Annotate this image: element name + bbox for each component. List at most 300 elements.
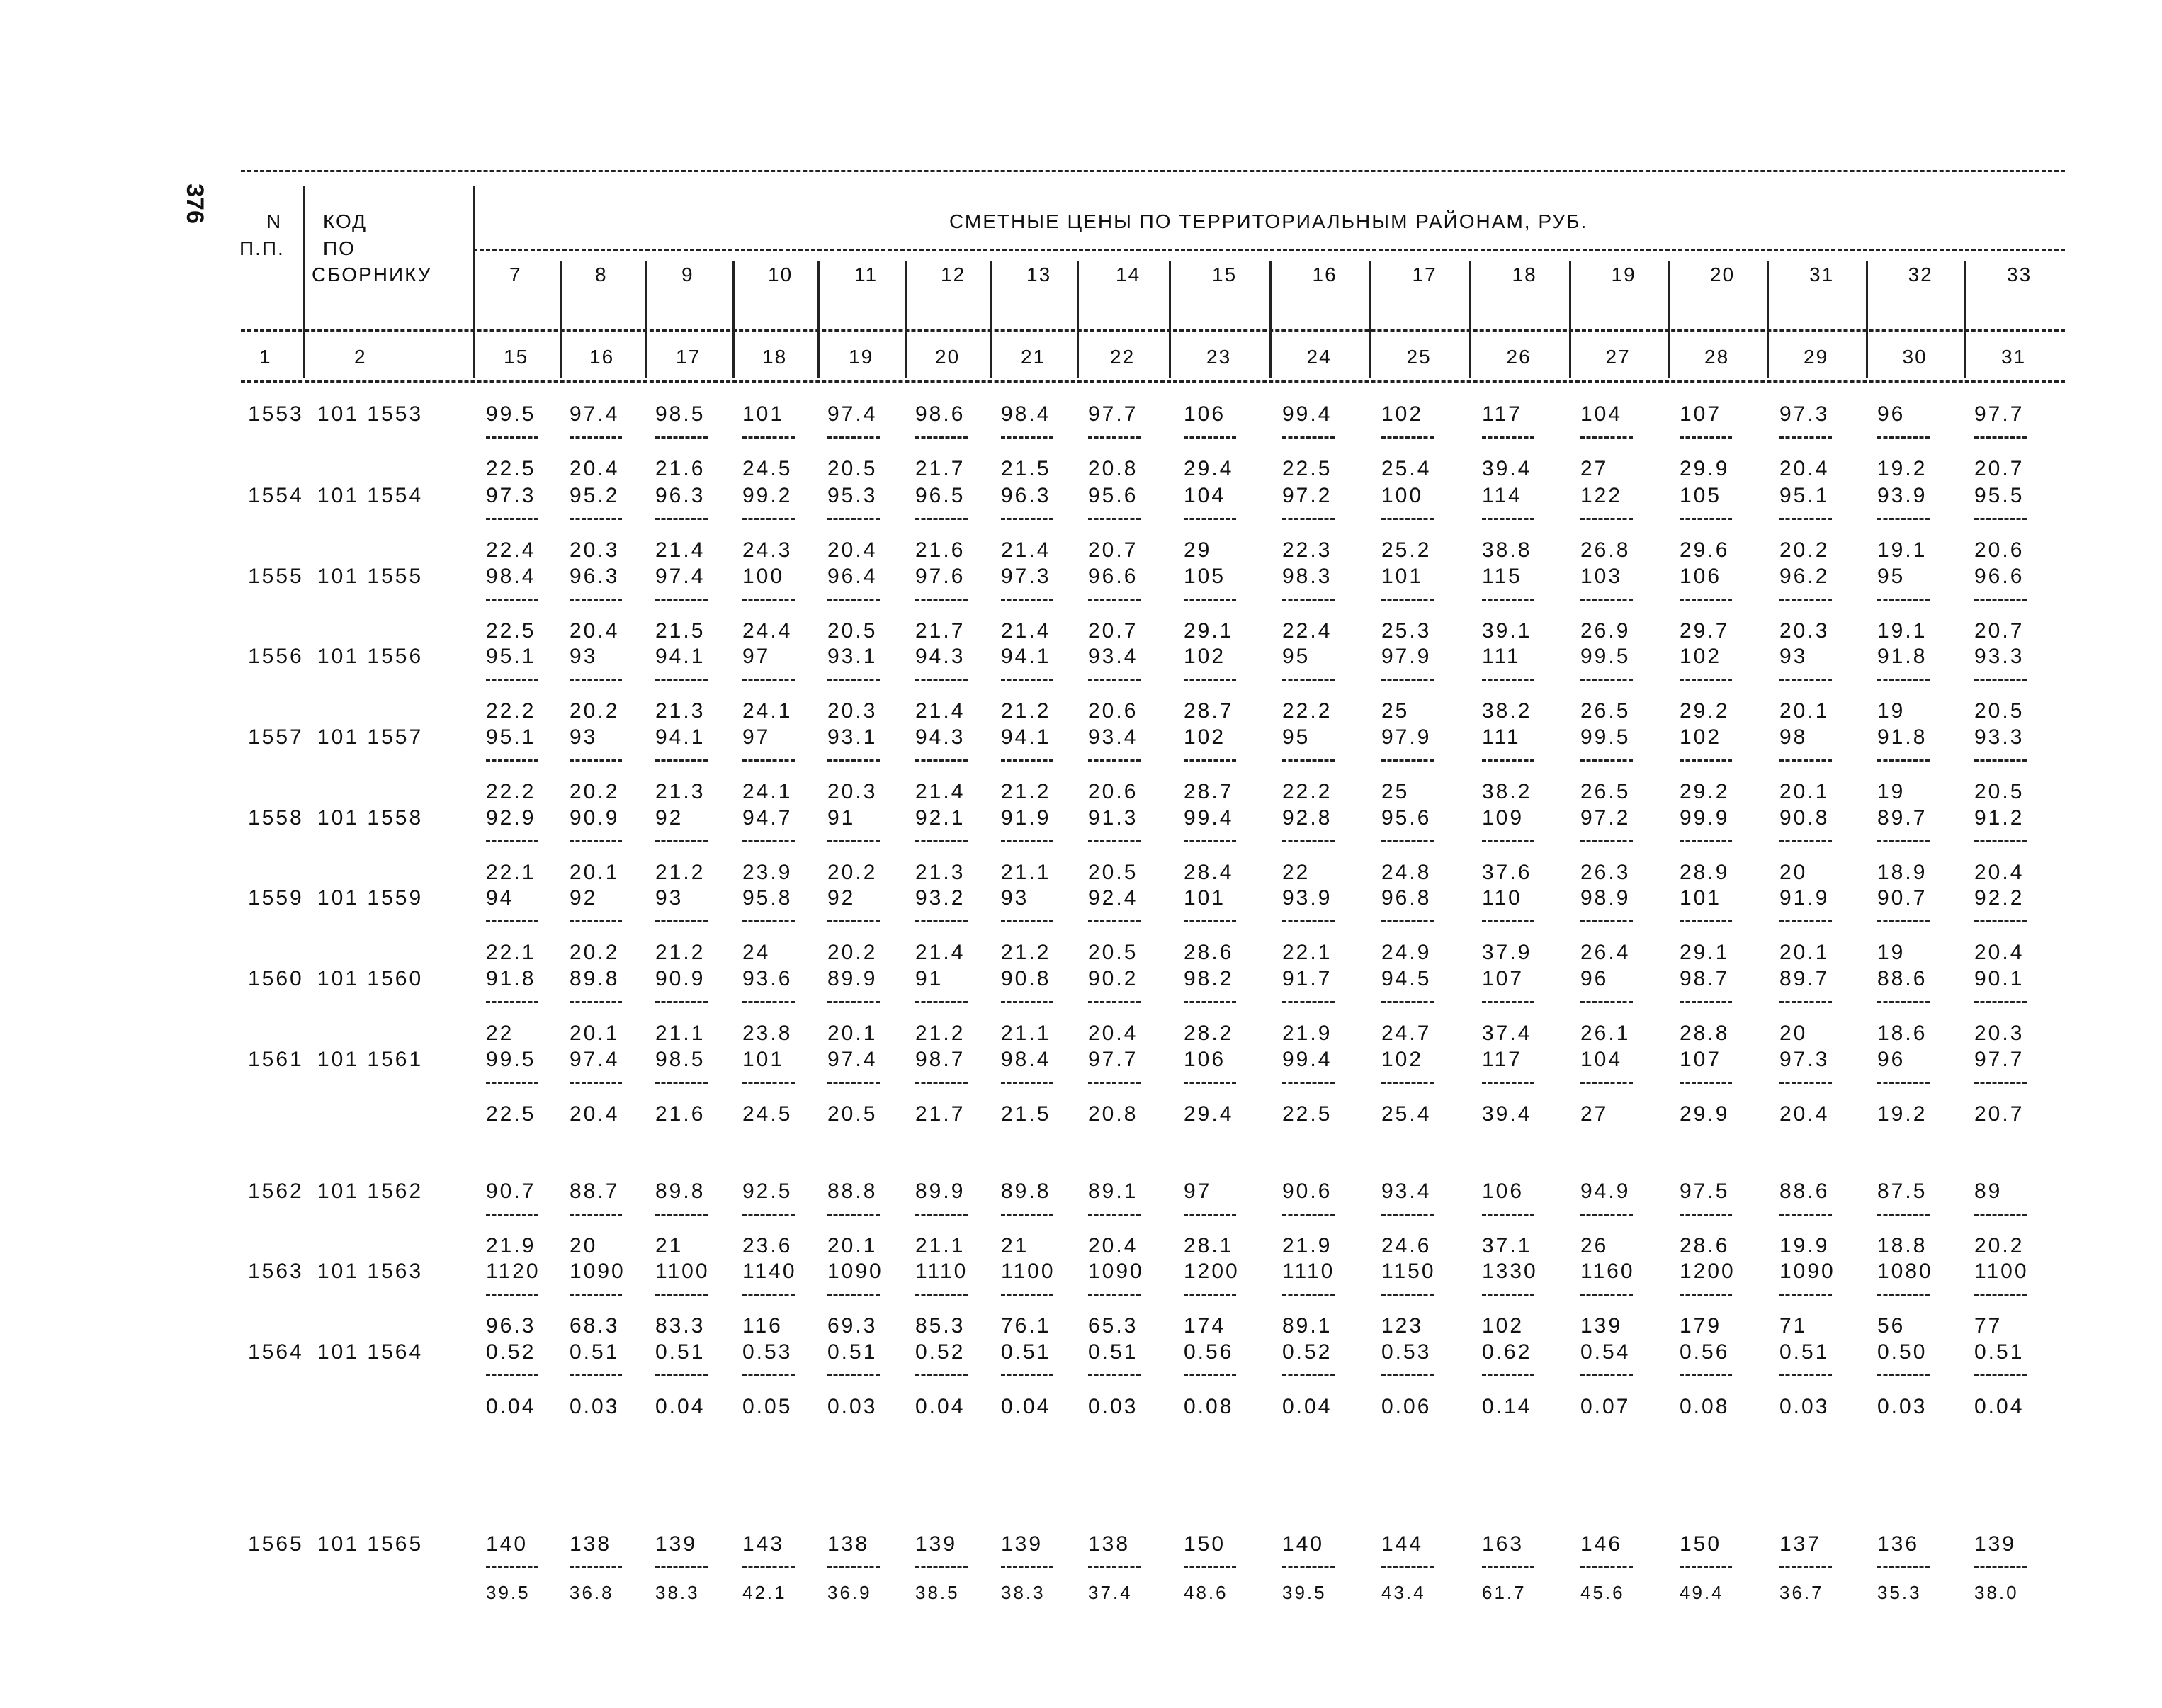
price-value: 0.51 <box>570 1340 620 1364</box>
price-value: 92.8 <box>1282 806 1332 830</box>
price-value-sub: 174 <box>1184 1314 1226 1337</box>
price-value: 93.6 <box>742 967 793 990</box>
price-value-sub: 26.5 <box>1580 780 1631 803</box>
district-number: 15 <box>1212 264 1238 285</box>
price-value: 102 <box>1680 725 1722 749</box>
price-value: 0.53 <box>1381 1340 1432 1364</box>
price-value-sub: 22.3 <box>1282 538 1332 562</box>
price-value-sub: 20.4 <box>570 1102 620 1126</box>
fraction-line <box>486 599 538 601</box>
price-value: 0.53 <box>742 1340 793 1364</box>
header-sbornik: СБОРНИКУ <box>312 264 432 285</box>
fraction-line <box>1877 1001 1930 1003</box>
price-value: 102 <box>1184 725 1226 749</box>
fraction-line <box>742 599 795 601</box>
price-value: 97.7 <box>1974 1048 2025 1071</box>
fraction-line <box>1580 1082 1633 1084</box>
price-value-sub: 18.8 <box>1877 1234 1928 1257</box>
fraction-line <box>1001 518 1053 520</box>
fraction-line <box>1381 436 1434 439</box>
price-value: 97.4 <box>570 1048 620 1071</box>
price-value-sub: 25 <box>1381 780 1410 803</box>
page-number: 376 <box>181 183 208 224</box>
fraction-line <box>1088 436 1141 439</box>
fraction-line <box>486 840 538 842</box>
price-value: 94.5 <box>1381 967 1432 990</box>
fraction-line <box>742 840 795 842</box>
row-number: 1554 <box>248 484 304 507</box>
district-index: 18 <box>762 346 788 368</box>
price-value: 91.8 <box>1877 725 1928 749</box>
price-value-sub: 83.3 <box>655 1314 706 1337</box>
price-value-sub: 21.5 <box>1001 1102 1051 1126</box>
fraction-line <box>1877 759 1930 762</box>
price-value: 139 <box>915 1532 958 1556</box>
price-value: 1150 <box>1381 1260 1436 1283</box>
price-value: 139 <box>655 1532 698 1556</box>
fraction-line <box>1184 518 1236 520</box>
price-value: 110 <box>1482 886 1522 910</box>
district-index: 17 <box>676 346 701 368</box>
price-value-sub: 20.7 <box>1974 1102 2025 1126</box>
fraction-line <box>486 1082 538 1084</box>
price-value: 103 <box>1580 565 1623 588</box>
price-value-sub: 19.2 <box>1877 457 1928 480</box>
fraction-line <box>655 1294 708 1296</box>
fraction-line <box>1482 679 1534 681</box>
price-value: 98.5 <box>655 402 706 426</box>
price-value-sub: 0.04 <box>1001 1395 1051 1418</box>
fraction-line <box>1184 436 1236 439</box>
fraction-line <box>1001 679 1053 681</box>
price-value: 0.51 <box>655 1340 706 1364</box>
price-value: 1200 <box>1184 1260 1240 1283</box>
fraction-line <box>570 920 622 922</box>
price-value-sub: 20.3 <box>1974 1022 2025 1045</box>
fraction-line <box>1184 1001 1236 1003</box>
price-value: 136 <box>1877 1532 1920 1556</box>
price-value-sub: 0.03 <box>1779 1395 1830 1418</box>
price-value-sub: 23.8 <box>742 1022 793 1045</box>
fraction-line <box>827 518 880 520</box>
price-value: 97.2 <box>1580 806 1631 830</box>
row-number: 1559 <box>248 886 304 910</box>
price-value: 99.2 <box>742 484 793 507</box>
price-value: 90.9 <box>570 806 620 830</box>
price-value-sub: 21.7 <box>915 457 966 480</box>
price-value-sub: 24.5 <box>742 1102 793 1126</box>
price-value-sub: 19 <box>1877 941 1906 964</box>
price-value: 99.4 <box>1282 1048 1332 1071</box>
price-value: 92 <box>570 886 598 910</box>
fraction-line <box>827 1374 880 1376</box>
price-value-sub: 20.4 <box>1779 1102 1830 1126</box>
price-value: 87.5 <box>1877 1180 1928 1203</box>
fraction-line <box>1381 1566 1434 1568</box>
price-value: 1200 <box>1680 1260 1736 1283</box>
price-value-sub: 21.6 <box>655 1102 706 1126</box>
price-value: 93 <box>570 725 598 749</box>
header-pp: П.П. <box>239 237 285 259</box>
fraction-line <box>486 436 538 439</box>
price-value-sub: 20.7 <box>1088 619 1138 643</box>
price-value: 93 <box>1779 645 1808 668</box>
price-value: 99.9 <box>1680 806 1730 830</box>
price-value: 105 <box>1680 484 1722 507</box>
row-code: 101 1558 <box>317 806 424 830</box>
price-value: 104 <box>1580 1048 1623 1071</box>
price-value-sub: 43.4 <box>1381 1582 1426 1603</box>
price-value-sub: 38.2 <box>1482 780 1532 803</box>
price-value-sub: 21.1 <box>1001 1022 1051 1045</box>
fraction-line <box>742 1294 795 1296</box>
fraction-line <box>1482 1001 1534 1003</box>
price-value-sub: 38.0 <box>1974 1582 2019 1603</box>
fraction-line <box>915 436 968 439</box>
fraction-line <box>1184 599 1236 601</box>
price-value: 1090 <box>1779 1260 1835 1283</box>
district-index: 20 <box>935 346 961 368</box>
price-value: 98.5 <box>655 1048 706 1071</box>
price-value: 146 <box>1580 1532 1623 1556</box>
price-value: 98.9 <box>1580 886 1631 910</box>
price-value-sub: 26.3 <box>1580 861 1631 884</box>
price-value: 96.3 <box>1001 484 1051 507</box>
price-value-sub: 20 <box>1779 861 1808 884</box>
price-value: 93.4 <box>1088 645 1138 668</box>
fraction-line <box>1381 518 1434 520</box>
price-value: 0.50 <box>1877 1340 1928 1364</box>
district-number: 16 <box>1312 264 1337 285</box>
fraction-line <box>1482 436 1534 439</box>
fraction-line <box>742 679 795 681</box>
price-value-sub: 21.4 <box>1001 538 1051 562</box>
fraction-line <box>1779 1294 1832 1296</box>
price-value: 97.6 <box>915 565 966 588</box>
price-value: 97.3 <box>1779 1048 1830 1071</box>
price-value-sub: 20.1 <box>827 1234 878 1257</box>
price-value: 89.8 <box>1001 1180 1051 1203</box>
price-value: 0.56 <box>1680 1340 1730 1364</box>
row-code: 101 1555 <box>317 565 424 588</box>
price-value-sub: 45.6 <box>1580 1582 1625 1603</box>
fraction-line <box>1779 599 1832 601</box>
fraction-line <box>1779 840 1832 842</box>
price-value: 0.51 <box>1974 1340 2025 1364</box>
price-value-sub: 21.2 <box>915 1022 966 1045</box>
price-value: 91.8 <box>1877 645 1928 668</box>
price-value-sub: 29.1 <box>1184 619 1234 643</box>
price-value: 104 <box>1184 484 1226 507</box>
fraction-line <box>655 436 708 439</box>
price-value: 106 <box>1482 1180 1524 1203</box>
price-value-sub: 36.7 <box>1779 1582 1824 1603</box>
price-value: 138 <box>570 1532 612 1556</box>
district-index: 29 <box>1804 346 1829 368</box>
price-value-sub: 22.2 <box>1282 699 1332 723</box>
price-value: 99.4 <box>1282 402 1332 426</box>
price-value-sub: 28.6 <box>1184 941 1234 964</box>
price-value: 97.3 <box>486 484 536 507</box>
fraction-line <box>915 759 968 762</box>
price-value: 99.5 <box>1580 725 1631 749</box>
price-value: 106 <box>1184 1048 1226 1071</box>
fraction-line <box>915 1082 968 1084</box>
price-value: 144 <box>1381 1532 1424 1556</box>
fraction-line <box>1381 1001 1434 1003</box>
district-separator <box>1964 261 1966 378</box>
fraction-line <box>1779 1214 1832 1216</box>
price-value-sub: 37.1 <box>1482 1234 1532 1257</box>
price-value-sub: 20.2 <box>570 699 620 723</box>
price-value-sub: 0.04 <box>915 1395 966 1418</box>
fraction-line <box>570 679 622 681</box>
fraction-line <box>655 1001 708 1003</box>
fraction-line <box>1184 840 1236 842</box>
price-value-sub: 20.5 <box>1088 861 1138 884</box>
price-value-sub: 38.3 <box>1001 1582 1046 1603</box>
price-value: 97 <box>742 725 771 749</box>
fraction-line <box>570 1214 622 1216</box>
price-value: 115 <box>1482 565 1522 588</box>
price-value-sub: 0.04 <box>486 1395 536 1418</box>
price-value: 117 <box>1482 1048 1522 1071</box>
price-value: 102 <box>1184 645 1226 668</box>
fraction-line <box>1482 1214 1534 1216</box>
fraction-line <box>1184 679 1236 681</box>
price-value: 94 <box>486 886 514 910</box>
district-number: 20 <box>1710 264 1736 285</box>
price-value: 95.5 <box>1974 484 2025 507</box>
header-mid-rule <box>241 329 2065 332</box>
price-value-sub: 29.9 <box>1680 1102 1730 1126</box>
price-value: 93.2 <box>915 886 966 910</box>
price-value: 88.6 <box>1779 1180 1830 1203</box>
price-value-sub: 19.1 <box>1877 538 1928 562</box>
fraction-line <box>1482 599 1534 601</box>
price-value-sub: 22.1 <box>486 861 536 884</box>
price-value-sub: 20.7 <box>1974 457 2025 480</box>
price-value-sub: 20.7 <box>1088 538 1138 562</box>
header-po: ПО <box>323 237 356 259</box>
price-value: 97.4 <box>827 1048 878 1071</box>
fraction-line <box>1282 518 1335 520</box>
price-value: 107 <box>1482 967 1524 990</box>
price-value-sub: 39.4 <box>1482 1102 1532 1126</box>
fraction-line <box>827 920 880 922</box>
price-value: 95.6 <box>1381 806 1432 830</box>
district-number: 17 <box>1412 264 1437 285</box>
fraction-line <box>1184 920 1236 922</box>
price-value-sub: 22.2 <box>1282 780 1332 803</box>
district-separator <box>1569 261 1571 378</box>
price-value: 140 <box>486 1532 528 1556</box>
price-value-sub: 24.1 <box>742 699 793 723</box>
district-number: 11 <box>854 264 878 285</box>
row-code: 101 1562 <box>317 1180 424 1203</box>
fraction-line <box>1974 518 2027 520</box>
price-value: 101 <box>742 402 785 426</box>
header-top-rule <box>241 170 2065 172</box>
price-value-sub: 21.2 <box>655 941 706 964</box>
price-value-sub: 28.6 <box>1680 1234 1730 1257</box>
fraction-line <box>1680 1374 1732 1376</box>
price-value-sub: 22.1 <box>486 941 536 964</box>
price-value-sub: 21.5 <box>655 619 706 643</box>
price-value: 94.1 <box>655 645 706 668</box>
price-value: 96 <box>1877 1048 1906 1071</box>
price-value-sub: 89.1 <box>1282 1314 1332 1337</box>
fraction-line <box>486 1294 538 1296</box>
price-value-sub: 20.5 <box>827 1102 878 1126</box>
fraction-line <box>1680 599 1732 601</box>
district-separator <box>645 261 647 378</box>
fraction-line <box>1088 840 1141 842</box>
fraction-line <box>1282 1294 1335 1296</box>
price-value: 97.3 <box>1779 402 1830 426</box>
fraction-line <box>1580 679 1633 681</box>
price-value-sub: 0.14 <box>1482 1395 1532 1418</box>
price-value: 93 <box>655 886 684 910</box>
price-value: 1140 <box>742 1260 797 1283</box>
price-value-sub: 26 <box>1580 1234 1609 1257</box>
price-value-sub: 20.3 <box>1779 619 1830 643</box>
row-number: 1560 <box>248 967 304 990</box>
fraction-line <box>1580 436 1633 439</box>
fraction-line <box>1282 1082 1335 1084</box>
price-value-sub: 25.4 <box>1381 1102 1432 1126</box>
fraction-line <box>1482 518 1534 520</box>
fraction-line <box>1282 1001 1335 1003</box>
district-number: 13 <box>1026 264 1052 285</box>
price-value-sub: 20.5 <box>1974 699 2025 723</box>
fraction-line <box>1088 1082 1141 1084</box>
row-number: 1557 <box>248 725 304 749</box>
price-value: 150 <box>1184 1532 1226 1556</box>
price-value: 91.7 <box>1282 967 1332 990</box>
fraction-line <box>1580 840 1633 842</box>
price-value-sub: 24.8 <box>1381 861 1432 884</box>
fraction-line <box>1680 920 1732 922</box>
row-number: 1556 <box>248 645 304 668</box>
price-value: 1330 <box>1482 1260 1538 1283</box>
fraction-line <box>570 759 622 762</box>
price-value-sub: 38.3 <box>655 1582 700 1603</box>
price-value: 102 <box>1680 645 1722 668</box>
fraction-line <box>827 1082 880 1084</box>
fraction-line <box>1779 759 1832 762</box>
fraction-line <box>486 920 538 922</box>
price-value-sub: 68.3 <box>570 1314 620 1337</box>
fraction-line <box>570 1294 622 1296</box>
fraction-line <box>1001 599 1053 601</box>
fraction-line <box>655 599 708 601</box>
district-separator <box>732 261 735 378</box>
price-value: 92.5 <box>742 1180 793 1203</box>
price-value: 1160 <box>1580 1260 1635 1283</box>
fraction-line <box>827 1566 880 1568</box>
price-value: 93.3 <box>1974 645 2025 668</box>
price-value-sub: 0.04 <box>655 1395 706 1418</box>
district-index: 15 <box>504 346 529 368</box>
district-number: 8 <box>595 264 608 285</box>
fraction-line <box>486 1566 538 1568</box>
fraction-line <box>827 679 880 681</box>
fraction-line <box>486 1374 538 1376</box>
price-value: 107 <box>1680 402 1722 426</box>
district-number: 18 <box>1512 264 1537 285</box>
fraction-line <box>1381 679 1434 681</box>
price-value: 99.5 <box>486 402 536 426</box>
row-number: 1553 <box>248 402 304 426</box>
price-value-sub: 24.3 <box>742 538 793 562</box>
header-index-1: 1 <box>259 346 272 368</box>
price-value: 97 <box>1184 1180 1212 1203</box>
fraction-line <box>742 1082 795 1084</box>
price-value-sub: 38.2 <box>1482 699 1532 723</box>
fraction-line <box>1482 1374 1534 1376</box>
fraction-line <box>1974 1374 2027 1376</box>
price-value-sub: 39.4 <box>1482 457 1532 480</box>
district-separator <box>1866 261 1868 378</box>
price-value: 96.2 <box>1779 565 1830 588</box>
price-value-sub: 22 <box>1282 861 1311 884</box>
fraction-line <box>1580 1294 1633 1296</box>
fraction-line <box>827 1001 880 1003</box>
price-value: 93.9 <box>1282 886 1332 910</box>
row-number: 1563 <box>248 1260 304 1283</box>
fraction-line <box>915 599 968 601</box>
price-value: 97.4 <box>655 565 706 588</box>
fraction-line <box>1282 920 1335 922</box>
price-value-sub: 24.5 <box>742 457 793 480</box>
price-value: 94.1 <box>655 725 706 749</box>
price-value-sub: 18.9 <box>1877 861 1928 884</box>
price-value-sub: 20.5 <box>1088 941 1138 964</box>
district-number: 14 <box>1116 264 1141 285</box>
fraction-line <box>1088 920 1141 922</box>
price-value-sub: 39.1 <box>1482 619 1532 643</box>
price-value-sub: 24.9 <box>1381 941 1432 964</box>
fraction-line <box>1580 759 1633 762</box>
district-separator <box>1077 261 1079 378</box>
district-index: 21 <box>1021 346 1046 368</box>
price-value: 139 <box>1974 1532 2017 1556</box>
price-value-sub: 22 <box>486 1022 514 1045</box>
price-value: 101 <box>742 1048 785 1071</box>
price-value: 93.4 <box>1088 725 1138 749</box>
price-value: 93 <box>570 645 598 668</box>
price-value-sub: 21.4 <box>915 699 966 723</box>
price-value-sub: 19.2 <box>1877 1102 1928 1126</box>
fraction-line <box>1877 679 1930 681</box>
fraction-line <box>1779 518 1832 520</box>
price-value: 150 <box>1680 1532 1722 1556</box>
fraction-line <box>1088 1374 1141 1376</box>
price-value-sub: 21.3 <box>915 861 966 884</box>
price-value: 107 <box>1680 1048 1722 1071</box>
price-value-sub: 29.7 <box>1680 619 1730 643</box>
fraction-line <box>1001 759 1053 762</box>
price-value: 97.7 <box>1974 402 2025 426</box>
fraction-line <box>486 1214 538 1216</box>
fraction-line <box>1580 599 1633 601</box>
price-value: 97.9 <box>1381 725 1432 749</box>
price-value-sub: 139 <box>1580 1314 1623 1337</box>
fraction-line <box>915 1374 968 1376</box>
price-value-sub: 18.6 <box>1877 1022 1928 1045</box>
fraction-line <box>1381 599 1434 601</box>
